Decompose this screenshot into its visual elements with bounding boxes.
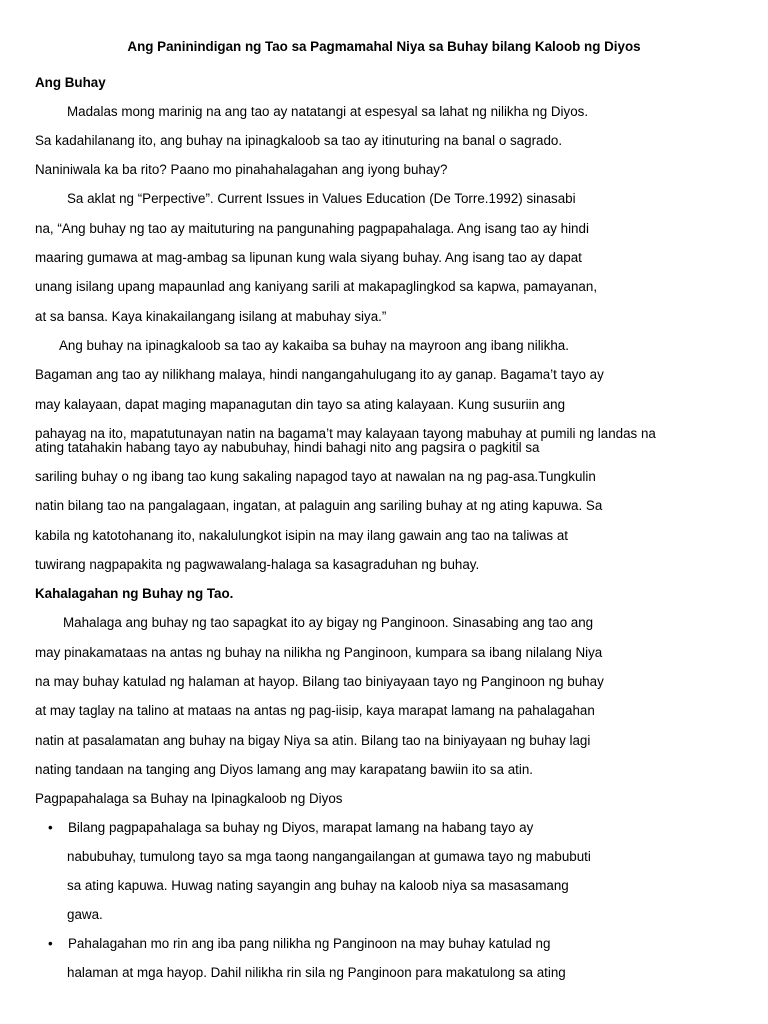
paragraph-line: Naniniwala ka ba rito? Paano mo pinahahalagahan ang iyong buhay? — [35, 162, 448, 177]
paragraph-line: may pinakamataas na antas ng buhay na nilikha ng Panginoon, kumpara sa ibang nilalang Niya — [35, 645, 603, 660]
paragraph-line: na may buhay katulad ng halaman at hayop. Bilang tao biniyayaan tayo ng Panginoon ng buhay — [35, 674, 604, 689]
paragraph-line: Sa kadahilanang ito, ang buhay na ipinagkaloob sa tao ay itinuturing na banal o sagrado. — [35, 133, 563, 148]
paragraph-line: may kalayaan, dapat maging mapanagutan din tayo sa ating kalayaan. Kung susuriin ang — [35, 397, 566, 412]
bullet-line: gawa. — [67, 907, 103, 922]
paragraph-line: Madalas mong marinig na ang tao ay natatangi at espesyal sa lahat ng nilikha ng Diyos. — [67, 104, 589, 119]
document-title: Ang Paninindigan ng Tao sa Pagmamahal Niya sa Buhay bilang Kaloob ng Diyos — [127, 39, 641, 54]
bullet-marker: • — [48, 936, 53, 951]
paragraph-line: natin at pasalamatan ang buhay na bigay Niya sa atin. Bilang tao na biniyayaan ng buhay lagi — [35, 733, 591, 748]
section-heading-pagpapahalaga: Pagpapahalaga sa Buhay na Ipinagkaloob ng Diyos — [35, 791, 343, 806]
paragraph-line: Ang buhay na ipinagkaloob sa tao ay kakaiba sa buhay na mayroon ang ibang nilikha. — [59, 338, 569, 353]
paragraph-line: unang isilang upang mapaunlad ang kaniyang sarili at makapaglingkod sa kapwa, pamayanan, — [35, 279, 598, 294]
paragraph-line: natin bilang tao na pangalagaan, ingatan, at palaguin ang sariling buhay at ng ating kapuwa. Sa — [35, 498, 603, 513]
paragraph-line: at sa bansa. Kaya kinakailangang isilang at mabuhay siya.” — [35, 309, 387, 324]
section-heading-ang-buhay: Ang Buhay — [35, 75, 106, 90]
paragraph-line: pahayag na ito, mapatutunayan natin na bagama’t may kalayaan tayong mabuhay at pumili ng landas na — [35, 426, 656, 441]
paragraph-line: Bagaman ang tao ay nilikhang malaya, hindi nangangahulugang ito ay ganap. Bagama’t tayo ay — [35, 367, 604, 382]
paragraph-line: at may taglay na talino at mataas na antas ng pag-iisip, kaya marapat lamang na pahalagahan — [35, 703, 595, 718]
paragraph-line: kabila ng katotohanang ito, nakalulungkot isipin na may ilang gawain ang tao na taliwas at — [35, 528, 569, 543]
paragraph-line: Sa aklat ng “Perpective”. Current Issues in Values Education (De Torre.1992) sinasabi — [67, 191, 576, 206]
paragraph-line: tuwirang nagpapakita ng pagwawalang-halaga sa kasagraduhan ng buhay. — [35, 557, 480, 572]
bullet-line: sa ating kapuwa. Huwag nating sayangin ang buhay na kaloob niya sa masasamang — [67, 878, 569, 893]
bullet-line: Pahalagahan mo rin ang iba pang nilikha ng Panginoon na may buhay katulad ng — [68, 936, 551, 951]
paragraph-line: maaring gumawa at mag-ambag sa lipunan kung wala siyang buhay. Ang isang tao ay dapat — [35, 250, 582, 265]
bullet-marker: • — [48, 820, 53, 835]
section-heading-kahalagahan: Kahalagahan ng Buhay ng Tao. — [35, 586, 234, 601]
bullet-line: halaman at mga hayop. Dahil nilikha rin sila ng Panginoon para makatulong sa ating — [67, 965, 566, 980]
paragraph-line: ating tatahakin habang tayo ay nabubuhay, hindi bahagi nito ang pagsira o pagkitil sa — [35, 440, 540, 455]
bullet-line: Bilang pagpapahalaga sa buhay ng Diyos, marapat lamang na habang tayo ay — [68, 820, 534, 835]
paragraph-line: Mahalaga ang buhay ng tao sapagkat ito ay bigay ng Panginoon. Sinasabing ang tao ang — [63, 615, 594, 630]
paragraph-line: nating tandaan na tanging ang Diyos lamang ang may karapatang bawiin ito sa atin. — [35, 762, 534, 777]
paragraph-line: sariling buhay o ng ibang tao kung sakaling napagod tayo at nawalan na ng pag-asa.Tungkulin — [35, 469, 596, 484]
bullet-line: nabubuhay, tumulong tayo sa mga taong nangangailangan at gumawa tayo ng mabubuti — [67, 849, 591, 864]
paragraph-line: na, “Ang buhay ng tao ay maituturing na pangunahing pagpapahalaga. Ang isang tao ay hindi — [35, 221, 589, 236]
